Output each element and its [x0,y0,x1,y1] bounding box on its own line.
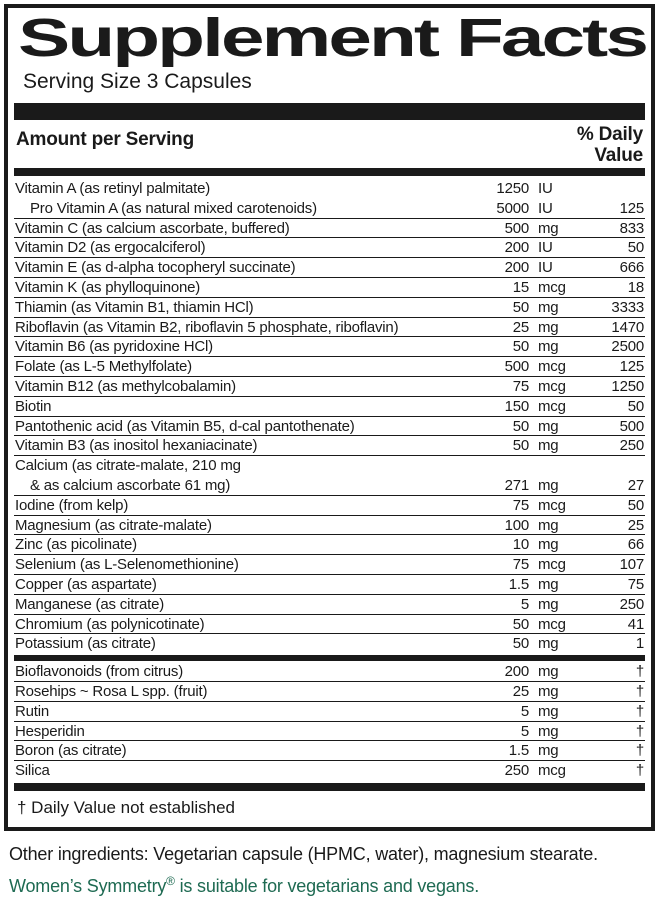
facts-row [14,722,645,742]
nutrient-name: Rosehips ~ Rosa L spp. (fruit) [15,682,208,700]
facts-row [14,417,645,437]
nutrient-daily-value: † [635,702,644,720]
nutrient-daily-value: 50 [627,397,644,415]
nutrient-amount: 75 [512,377,529,395]
nutrient-amount: 500 [504,358,529,376]
panel-title [18,8,651,68]
nutrient-name: Pro Vitamin A (as natural mixed carotenoids) [30,199,317,217]
amount-per-serving-header: Amount per Serving [16,129,194,150]
nutrient-unit: mg [538,682,559,700]
nutrient-amount: 1.5 [508,575,529,593]
nutrient-amount: 250 [504,762,529,780]
nutrient-amount: 10 [512,536,529,554]
facts-row [14,702,645,722]
nutrient-amount: 500 [504,219,529,237]
facts-row [14,238,645,258]
nutrient-amount: 75 [512,556,529,574]
nutrient-name: Biotin [15,397,52,415]
nutrient-unit: mcg [538,278,566,296]
nutrient-daily-value: 250 [619,437,644,455]
facts-row [14,337,645,357]
nutrient-daily-value: 18 [627,278,644,296]
facts-row [14,278,645,298]
facts-row [14,357,645,377]
facts-row [14,258,645,278]
nutrient-daily-value: 25 [627,516,644,534]
nutrient-unit: mg [538,476,559,494]
nutrient-name: Bioflavonoids (from citrus) [15,663,183,681]
facts-row [14,575,645,595]
nutrient-unit: mg [538,742,559,760]
vegan-note [9,873,653,897]
nutrient-unit: IU [538,180,553,197]
facts-row [14,377,645,397]
facts-row [14,199,645,219]
nutrient-name: Folate (as L-5 Methylfolate) [15,358,192,376]
facts-row [14,682,645,702]
section-divider [14,655,645,661]
nutrient-unit: mg [538,417,559,435]
nutrient-daily-value: 107 [619,556,644,574]
nutrient-unit: mcg [538,397,566,415]
nutrient-daily-value: 500 [619,417,644,435]
nutrient-daily-value: † [635,682,644,700]
nutrient-name: Selenium (as L-Selenomethionine) [15,556,239,574]
nutrient-unit: mg [538,536,559,554]
supplement-facts-panel [4,4,655,831]
nutrient-unit: mg [538,338,559,356]
facts-row [14,555,645,575]
facts-row [14,476,645,496]
nutrient-name: Vitamin B12 (as methylcobalamin) [15,377,236,395]
nutrient-name: & as calcium ascorbate 61 mg) [30,476,231,494]
nutrient-unit: mg [538,722,559,740]
nutrient-name: Thiamin (as Vitamin B1, thiamin HCl) [15,298,254,316]
facts-rows [14,179,645,781]
nutrient-unit: mg [538,635,559,653]
daily-value-header-line2: Value [594,145,643,166]
nutrient-amount: 1250 [496,180,529,197]
nutrient-amount: 100 [504,516,529,534]
nutrient-name: Chromium (as polynicotinate) [15,615,205,633]
nutrient-unit: mg [538,575,559,593]
other-ingredients: Other ingredients: Vegetarian capsule (HPMC, water), magnesium stearate. [9,843,598,864]
nutrient-name: Vitamin K (as phylloquinone) [15,278,201,296]
nutrient-name: Rutin [15,702,50,720]
nutrient-amount: 25 [512,682,529,700]
table-header [14,120,645,167]
nutrient-name: Vitamin E (as d-alpha tocopheryl succinate) [15,259,296,277]
nutrient-name: Calcium (as citrate-malate, 210 mg [15,457,241,475]
nutrient-amount: 1.5 [508,742,529,760]
nutrient-unit: mg [538,702,559,720]
facts-row [14,179,645,199]
nutrient-name: Vitamin A (as retinyl palmitate) [15,180,211,197]
facts-row [14,615,645,635]
nutrient-name: Magnesium (as citrate-malate) [15,516,212,534]
nutrient-unit: mcg [538,556,566,574]
daily-value-header-line1: % Daily [576,124,643,145]
nutrient-name: Manganese (as citrate) [15,595,165,613]
daily-value-footnote: † Daily Value not established [17,797,235,817]
nutrient-name: Iodine (from kelp) [15,496,129,514]
nutrient-unit: mcg [538,496,566,514]
nutrient-daily-value: 2500 [611,338,644,356]
nutrient-amount: 200 [504,239,529,257]
nutrient-unit: mcg [538,358,566,376]
nutrient-amount: 5 [520,595,529,613]
daily-value-header [577,124,643,166]
nutrient-amount: 200 [504,259,529,277]
nutrient-amount: 50 [512,635,529,653]
nutrient-amount: 200 [504,663,529,681]
nutrient-amount: 150 [504,397,529,415]
nutrient-unit: mcg [538,377,566,395]
nutrient-daily-value: 3333 [611,298,644,316]
header-separator-bar [14,168,645,176]
facts-row [14,496,645,516]
nutrient-amount: 5 [520,722,529,740]
nutrient-daily-value: 666 [619,259,644,277]
nutrient-unit: mg [538,318,559,336]
nutrient-amount: 75 [512,496,529,514]
nutrient-daily-value: 41 [627,615,644,633]
top-separator-bar [14,103,645,120]
serving-size: Serving Size 3 Capsules [23,70,252,93]
facts-row [14,535,645,555]
nutrient-amount: 25 [512,318,529,336]
nutrient-name: Vitamin B6 (as pyridoxine HCl) [15,338,213,356]
brand-name: Women’s Symmetry [9,875,167,896]
nutrient-amount: 50 [512,437,529,455]
nutrient-unit: mcg [538,615,566,633]
vegan-note-text: is suitable for vegetarians and vegans. [174,875,480,896]
nutrient-amount: 5 [520,702,529,720]
nutrient-name: Vitamin D2 (as ergocalciferol) [15,239,206,257]
facts-row [14,298,645,318]
nutrient-name: Pantothenic acid (as Vitamin B5, d-cal pantothenate) [15,417,355,435]
nutrient-unit: IU [538,199,553,217]
facts-row [14,516,645,536]
nutrient-unit: mg [538,516,559,534]
nutrient-daily-value: 250 [619,595,644,613]
facts-row [14,595,645,615]
nutrient-amount: 50 [512,298,529,316]
nutrient-daily-value: 833 [619,219,644,237]
facts-row [14,456,645,476]
nutrient-daily-value: † [635,722,644,740]
nutrient-unit: IU [538,259,553,277]
nutrient-daily-value: † [635,762,644,780]
nutrient-unit: IU [538,239,553,257]
nutrient-amount: 50 [512,615,529,633]
nutrient-name: Vitamin B3 (as inositol hexaniacinate) [15,437,258,455]
nutrient-daily-value: 27 [627,476,644,494]
nutrient-unit: mg [538,437,559,455]
nutrient-name: Copper (as aspartate) [15,575,157,593]
facts-row [14,634,645,654]
nutrient-daily-value: 75 [627,575,644,593]
nutrient-daily-value: † [635,663,644,681]
nutrient-unit: mg [538,663,559,681]
nutrient-name: Vitamin C (as calcium ascorbate, buffered) [15,219,290,237]
facts-row [14,741,645,761]
facts-row [14,436,645,456]
nutrient-daily-value: 50 [627,496,644,514]
nutrient-daily-value: 1470 [611,318,644,336]
nutrient-amount: 50 [512,338,529,356]
bottom-separator-bar [14,783,645,791]
nutrient-daily-value: 1 [635,635,644,653]
nutrient-amount: 5000 [496,199,529,217]
facts-row [14,318,645,338]
nutrient-name: Riboflavin (as Vitamin B2, riboflavin 5 phosphate, riboflavin) [15,318,399,336]
nutrient-daily-value: 125 [619,199,644,217]
nutrient-daily-value: 50 [627,239,644,257]
nutrient-unit: mg [538,298,559,316]
facts-row [14,761,645,781]
facts-row [14,662,645,682]
nutrient-amount: 271 [504,476,529,494]
nutrient-daily-value: † [635,742,644,760]
nutrient-unit: mg [538,595,559,613]
nutrient-name: Silica [15,762,50,780]
nutrient-amount: 15 [512,278,529,296]
panel-title-text: Supplement Facts [18,8,646,68]
nutrient-unit: mcg [538,762,566,780]
facts-row [14,219,645,239]
nutrient-daily-value: 125 [619,358,644,376]
nutrient-name: Boron (as citrate) [15,742,127,760]
nutrient-daily-value: 1250 [611,377,644,395]
facts-row [14,397,645,417]
nutrient-name: Hesperidin [15,722,85,740]
nutrient-daily-value: 66 [627,536,644,554]
nutrient-name: Potassium (as citrate) [15,635,156,653]
nutrient-unit: mg [538,219,559,237]
nutrient-name: Zinc (as picolinate) [15,536,137,554]
nutrient-amount: 50 [512,417,529,435]
registered-trademark-mark: ® [166,873,175,888]
